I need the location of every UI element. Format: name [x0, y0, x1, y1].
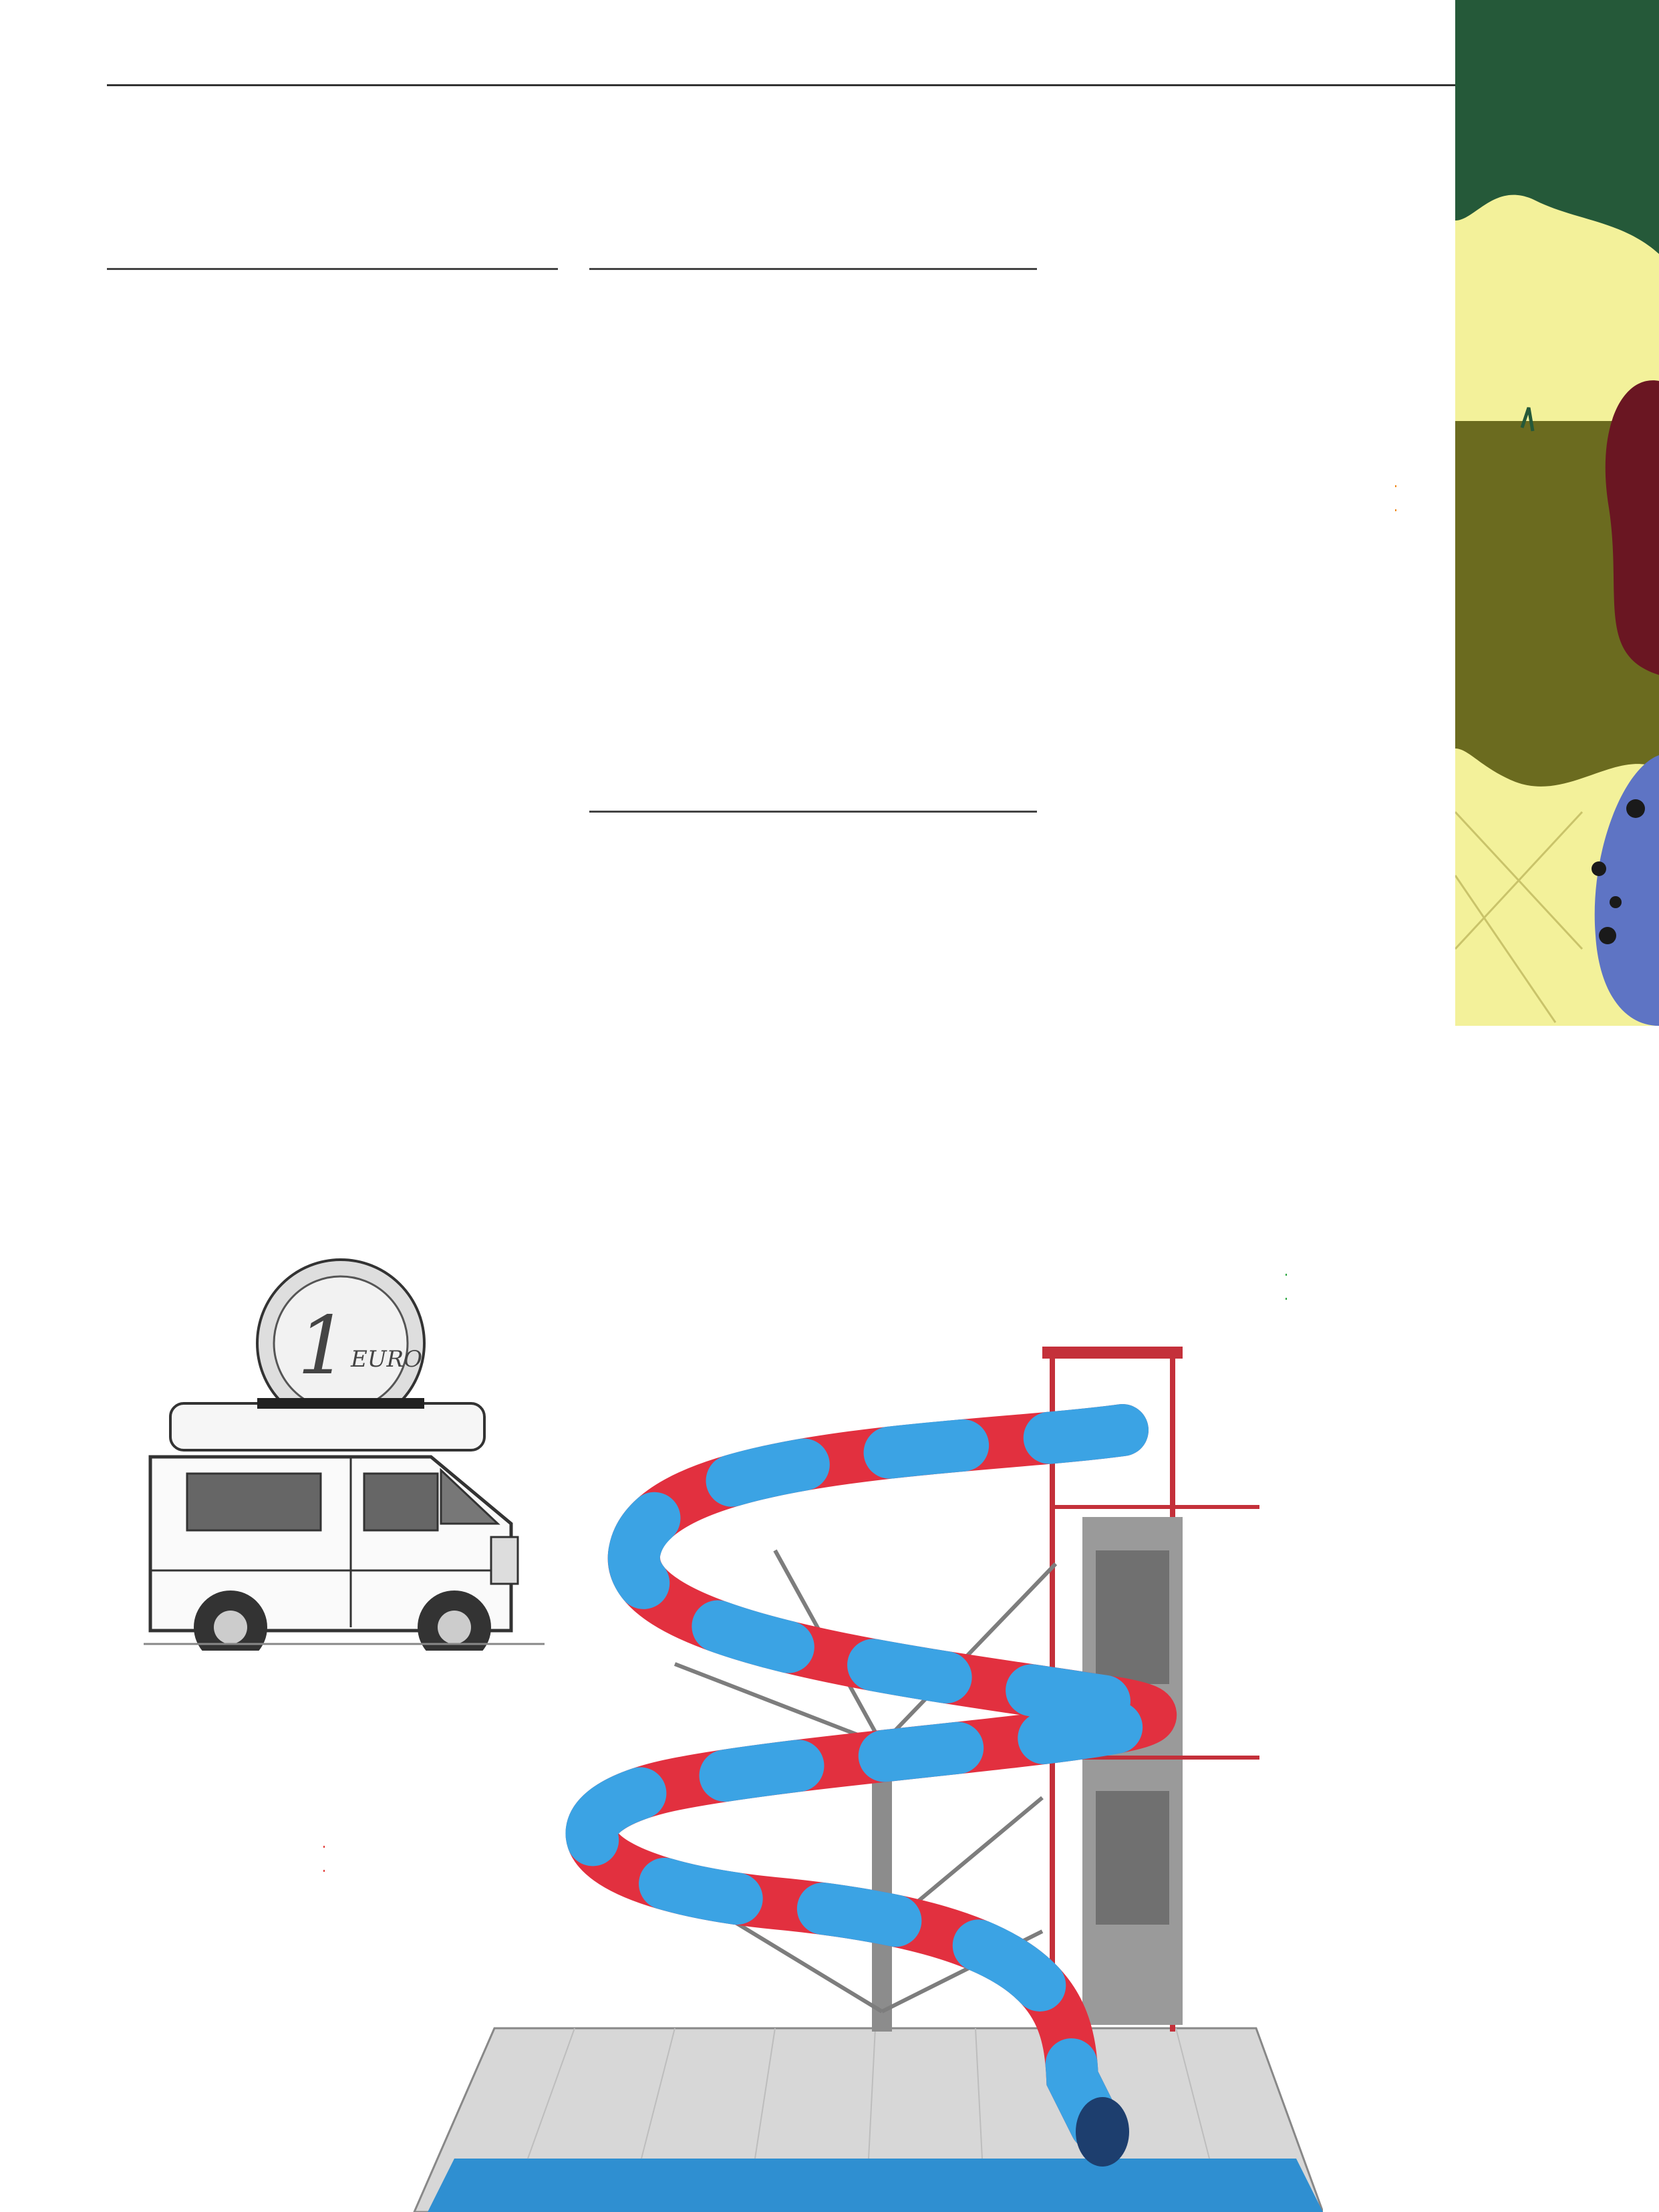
feature-54-level-tag: [323, 1848, 325, 1870]
header-rule: [107, 84, 1455, 86]
coin-one: 1: [297, 1300, 349, 1393]
sprachteil-rule: [107, 268, 558, 270]
level-tag-s: [323, 1846, 325, 1872]
feature-24-level-tag: [1286, 1276, 1287, 1298]
water-slide-illustration: [374, 1330, 1323, 2212]
standards-rule: [589, 811, 1037, 813]
feature-28-level-tag: [1395, 488, 1396, 509]
coin-euro: EURO: [351, 1346, 422, 1373]
level-tag-m: [1395, 485, 1396, 511]
themen-rule: [589, 268, 1037, 270]
decorative-leaf-art: [1455, 0, 1659, 1026]
level-tag-l: [1286, 1274, 1287, 1300]
